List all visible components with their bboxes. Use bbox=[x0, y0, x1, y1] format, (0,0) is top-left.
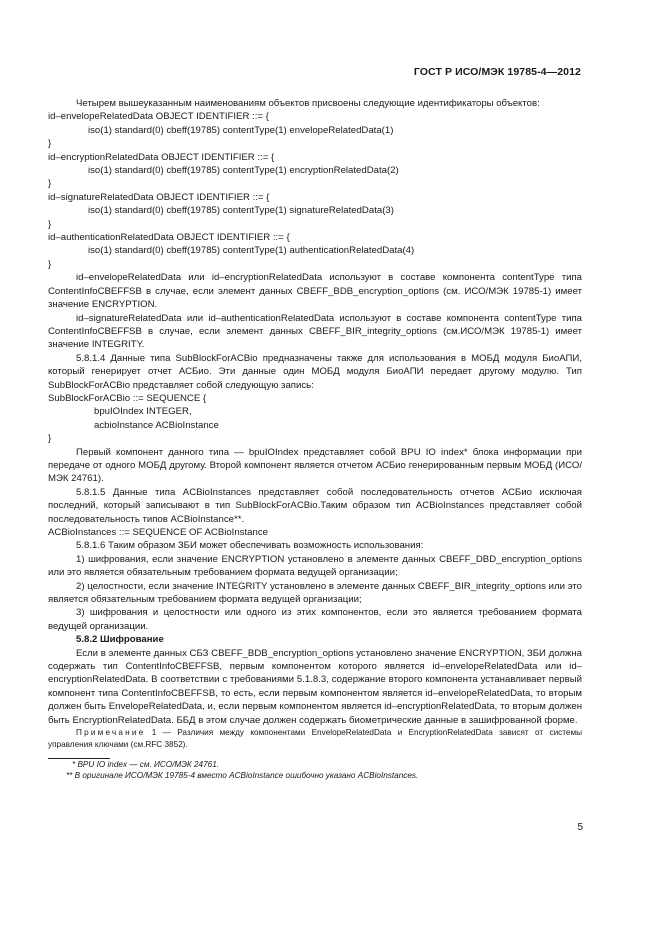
paragraph: Четырем вышеуказанным наименованиям объектов присвоены следующие идентификаторы объектов: bbox=[76, 98, 540, 109]
list-item: 3) шифрования и целостности или одного из этих компонентов, если это является требованием формата ведущей организации. bbox=[48, 607, 582, 632]
code-brace: } bbox=[48, 178, 52, 190]
section-heading: 5.8.2 Шифрование bbox=[76, 634, 164, 646]
code-line: iso(1) standard(0) cbeff(19785) contentType(1) encryptionRelatedData(2) bbox=[88, 165, 399, 177]
code-line: SubBlockForACBio ::= SEQUENCE { bbox=[48, 392, 207, 404]
paragraph: Первый компонент данного типа — bpuIOIndex представляет собой BPU IO index* блока информации при передаче от одного МОБД другому. Второй компонент является отчетом АСБио генерированным первым МОБД (ИСО/МЭК 24761). bbox=[48, 446, 582, 485]
code-line: bpuIOIndex INTEGER, bbox=[94, 406, 192, 418]
paragraph: 5.8.1.6 Таким образом ЗБИ может обеспечивать возможность использования: bbox=[76, 540, 424, 552]
paragraph: Если в элементе данных СБЗ CBEFF_BDB_encryption_options установлено значение ENCRYPTION, ЗБИ должна содержать тип ContentInfoCBEFFSB, первым компонентом которого является id–envelopeRelatedData или id–encryptionRelatedData. В соответствии с требованиями 5.1.8.3, содержание второго компонента устанавливает первый компонент типа ContentInfoCBEFFSB, то есть, если первым компонентом является id–envelopeRelatedData, то вторым должен быть EnvelopeRelatedData, и, если первым компонентом является id–encryptionRelatedData, то вторым должен быть EncryptionRelatedData. ББД в этом случае должен содержать биометрические данные в зашифрованной форме. bbox=[48, 647, 582, 726]
paragraph: id–signatureRelatedData или id–authenticationRelatedData используют в составе компонента contentType типа ContentInfoCBEFFSB в случае, если элемент данных CBEFF_BIR_integrity_options (см.ИСО/МЭК 19785-1) имеет значение INTEGRITY. bbox=[48, 312, 582, 351]
footnote: ** В оригинале ИСО/МЭК 19785-4 вместо ACBioInstance ошибочно указано ACBioInstances. bbox=[66, 771, 419, 781]
code-line: id–signatureRelatedData OBJECT IDENTIFIER ::= { bbox=[48, 191, 270, 203]
paragraph: 5.8.1.5 Данные типа ACBioInstances представляет собой последовательность отчетов АСБио исключая последний, который записывают в тип SubBlockForACBio.Таким образом тип ACBioInstances представляет собой последовательность типов ACBioInstance**. bbox=[48, 486, 582, 525]
code-line: id–authenticationRelatedData OBJECT IDENTIFIER ::= { bbox=[48, 232, 290, 244]
note-text: 1 — Различия между компонентами EnvelopeRelatedData и EncryptionRelatedData зависят от системы управления ключами (см.RFC 3852). bbox=[48, 728, 582, 749]
page-number: 5 bbox=[577, 822, 583, 833]
note bbox=[48, 727, 582, 750]
paragraph: 5.8.1.4 Данные типа SubBlockForACBio предназначены также для использования в МОБД модуля БиоАПИ, который генерирует отчет АСБио. Эти данные один МОБД модуля БиоАПИ передает другому модулю. Тип SubBlockForACBio представляет собой следующую запись: bbox=[48, 352, 582, 391]
code-brace: } bbox=[48, 433, 52, 445]
note-label: Примечание bbox=[76, 728, 146, 738]
code-brace: } bbox=[48, 258, 52, 270]
paragraph: id–envelopeRelatedData или id–encryptionRelatedData используют в составе компонента contentType типа ContentInfoCBEFFSB в случае, если элемент данных CBEFF_BDB_encryption_options (см. ИСО/МЭК 19785-1) имеет значение ENCRYPTION. bbox=[48, 272, 582, 311]
code-line: iso(1) standard(0) cbeff(19785) contentType(1) authenticationRelatedData(4) bbox=[88, 245, 415, 257]
document-header: ГОСТ Р ИСО/МЭК 19785-4—2012 bbox=[413, 66, 581, 78]
footnote: * BPU IO index — см. ИСО/МЭК 24761. bbox=[72, 760, 220, 770]
code-brace: } bbox=[48, 138, 52, 150]
code-line: acbioInstance ACBioInstance bbox=[94, 419, 219, 431]
code-brace: } bbox=[48, 218, 52, 230]
document-body bbox=[48, 97, 582, 781]
code-line: ACBioInstances ::= SEQUENCE OF ACBioInstance bbox=[48, 527, 268, 538]
code-line: iso(1) standard(0) cbeff(19785) contentType(1) envelopeRelatedData(1) bbox=[88, 124, 394, 136]
list-item: 1) шифрования, если значение ENCRYPTION установлено в элементе данных CBEFF_DBD_encryption_options или это является обязательным требованием формата ведущей организации; bbox=[48, 553, 582, 579]
code-line: id–envelopeRelatedData OBJECT IDENTIFIER ::= { bbox=[48, 111, 269, 123]
code-line: iso(1) standard(0) cbeff(19785) contentType(1) signatureRelatedData(3) bbox=[88, 205, 394, 217]
list-item: 2) целостности, если значение INTEGRITY установлено в элементе данных CBEFF_BIR_integrity_options или это является обязательным требованием формата ведущей организации; bbox=[48, 580, 582, 606]
code-line: id–encryptionRelatedData OBJECT IDENTIFIER ::= { bbox=[48, 151, 275, 163]
